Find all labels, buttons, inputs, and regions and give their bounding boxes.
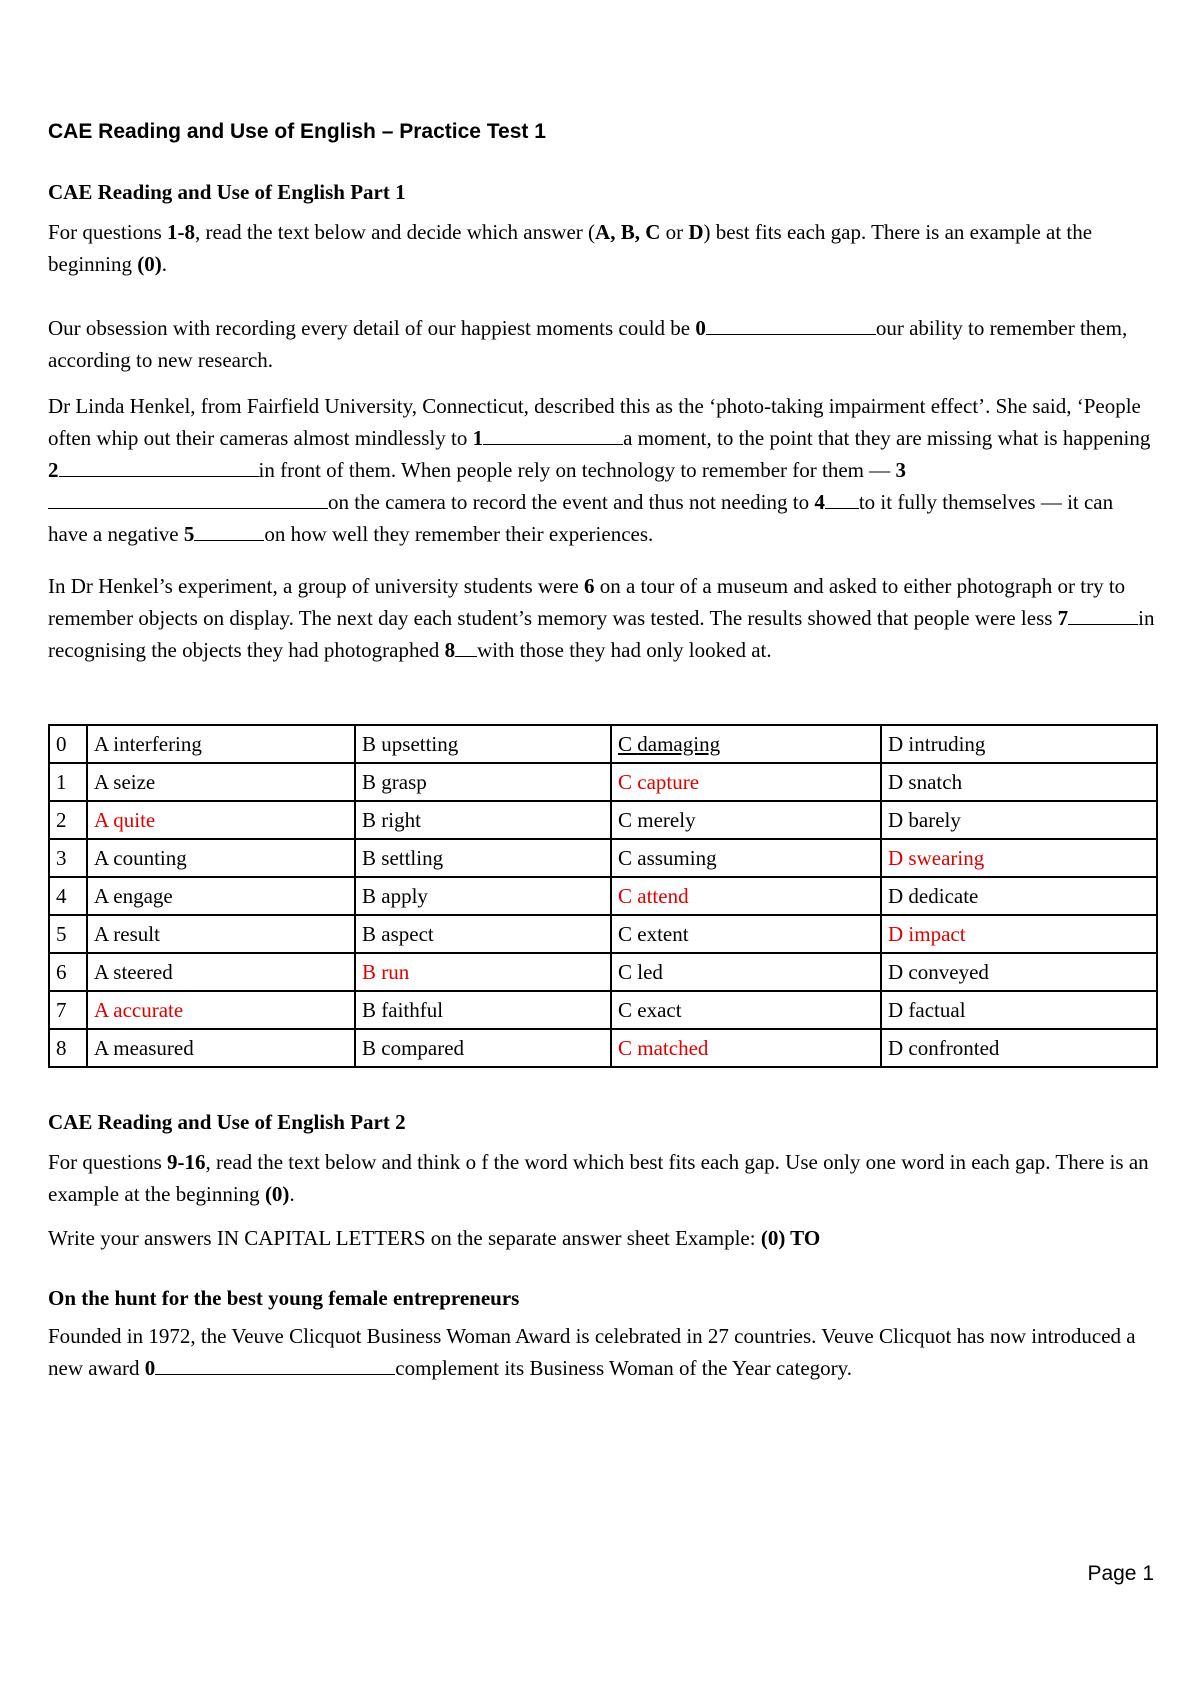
option-word: compared (381, 1035, 465, 1060)
option-c (611, 839, 881, 877)
option-letter: B (362, 959, 377, 984)
part1-paragraph-2: Dr Linda Henkel, from Fairfield University, Connecticut, described this as the ‘photo-taking impairment effect’. She said, ‘People often whip out their cameras almost mindlessly to 1 a moment, to the point that they are missing what is happening 2 in front of them. When people rely on technology to remember for them — 3on the camera to record the event and thus not needing to 4 to it fully themselves — it can have a negative 5 on how well they remember their experiences. (48, 394, 1151, 546)
document-title: CAE Reading and Use of English – Practice Test 1 (48, 120, 546, 143)
option-word: barely (908, 807, 961, 832)
option-letter: D (888, 845, 904, 870)
option-letter: D (888, 997, 904, 1022)
option-row-4 (49, 877, 1157, 915)
question-number: 4 (49, 877, 87, 915)
option-a (87, 763, 355, 801)
option-c (611, 801, 881, 839)
option-word: counting (113, 845, 187, 870)
option-letter: B (362, 997, 377, 1022)
question-number: 0 (49, 725, 87, 763)
option-letter: A (94, 807, 109, 832)
option-letter: C (618, 883, 633, 908)
option-row-0 (49, 725, 1157, 763)
part1-instructions: For questions 1-8, read the text below and decide which answer (A, B, C or D) best fits each gap. There is an example at the beginning (0). (48, 220, 1093, 276)
option-word: assuming (637, 845, 717, 870)
option-word: impact (908, 921, 966, 946)
option-d (881, 801, 1157, 839)
option-letter: A (94, 845, 109, 870)
gap-0-part2: 0 (144, 1356, 156, 1380)
gap-7: 7 (1057, 606, 1069, 630)
part2-heading: CAE Reading and Use of English Part 2 (48, 1110, 406, 1134)
option-letter: B (362, 1035, 377, 1060)
gap-2: 2 (48, 458, 59, 482)
option-b (355, 801, 611, 839)
option-word: interfering (113, 731, 202, 756)
option-letter: D (888, 959, 904, 984)
part2-answer-instructions: Write your answers IN CAPITAL LETTERS on the separate answer sheet Example: (0) TO (48, 1226, 821, 1250)
option-word: right (381, 807, 421, 832)
option-word: faithful (381, 997, 444, 1022)
option-b (355, 1029, 611, 1067)
option-word: extent (637, 921, 689, 946)
option-word: damaging (637, 731, 721, 756)
option-letter: A (94, 1035, 109, 1060)
option-b (355, 839, 611, 877)
option-letter: B (362, 883, 377, 908)
option-letter: A (94, 731, 109, 756)
option-c (611, 763, 881, 801)
option-b (355, 763, 611, 801)
option-a (87, 1029, 355, 1067)
option-row-7 (49, 991, 1157, 1029)
question-number: 2 (49, 801, 87, 839)
part2-paragraph-1: Founded in 1972, the Veuve Clicquot Business Woman Award is celebrated in 27 countries. Veuve Clicquot has now introduced a new award 0 complement its Business Woman of the Year category. (48, 1324, 1136, 1380)
option-d (881, 763, 1157, 801)
question-number: 6 (49, 953, 87, 991)
option-d (881, 877, 1157, 915)
page-number: Page 1 (1087, 1562, 1154, 1585)
gap-8: 8 (444, 638, 456, 662)
option-word: exact (637, 997, 682, 1022)
question-number: 8 (49, 1029, 87, 1067)
question-number: 7 (49, 991, 87, 1029)
option-word: run (381, 959, 410, 984)
option-letter: C (618, 845, 633, 870)
option-letter: B (362, 845, 377, 870)
option-word: merely (637, 807, 696, 832)
option-c (611, 877, 881, 915)
option-letter: C (618, 959, 633, 984)
option-word: aspect (381, 921, 434, 946)
option-word: steered (113, 959, 173, 984)
question-number: 5 (49, 915, 87, 953)
option-c (611, 1029, 881, 1067)
option-d (881, 1029, 1157, 1067)
option-word: quite (113, 807, 156, 832)
option-letter: A (94, 959, 109, 984)
option-d (881, 839, 1157, 877)
option-word: seize (113, 769, 156, 794)
option-word: attend (637, 883, 689, 908)
option-letter: A (94, 769, 109, 794)
option-row-6 (49, 953, 1157, 991)
option-d (881, 725, 1157, 763)
option-word: result (113, 921, 160, 946)
option-a (87, 953, 355, 991)
option-c (611, 991, 881, 1029)
options-table (48, 724, 1158, 1068)
option-word: matched (637, 1035, 709, 1060)
option-b (355, 991, 611, 1029)
option-a (87, 915, 355, 953)
option-letter: A (94, 997, 109, 1022)
option-a (87, 725, 355, 763)
option-row-2 (49, 801, 1157, 839)
option-letter: D (888, 883, 904, 908)
option-row-3 (49, 839, 1157, 877)
option-row-5 (49, 915, 1157, 953)
part1-paragraph-1: Our obsession with recording every detail of our happiest moments could be 0 our ability to remember them, according to new research. (48, 316, 1128, 372)
option-d (881, 991, 1157, 1029)
gap-6: 6 (583, 574, 595, 598)
part1-paragraph-3: In Dr Henkel’s experiment, a group of university students were 6 on a tour of a museum and asked to either photograph or try to remember objects on display. The next day each student’s memory was tested. The results showed that people were less 7 in recognising the objects they had photographed 8 with those they had only looked at. (48, 574, 1155, 662)
option-word: snatch (908, 769, 963, 794)
option-word: accurate (113, 997, 184, 1022)
option-letter: B (362, 769, 377, 794)
gap-5: 5 (183, 522, 195, 546)
option-word: led (637, 959, 663, 984)
option-word: conveyed (908, 959, 989, 984)
option-letter: D (888, 921, 904, 946)
option-letter: B (362, 921, 377, 946)
option-b (355, 915, 611, 953)
option-word: engage (113, 883, 173, 908)
option-letter: C (618, 807, 633, 832)
option-word: settling (381, 845, 444, 870)
question-number: 1 (49, 763, 87, 801)
option-letter: D (888, 1035, 904, 1060)
option-letter: B (362, 731, 377, 756)
option-row-1 (49, 763, 1157, 801)
option-letter: C (618, 1035, 633, 1060)
gap-3: 3 (895, 458, 907, 482)
option-word: swearing (908, 845, 985, 870)
option-c (611, 915, 881, 953)
option-letter: B (362, 807, 377, 832)
option-a (87, 801, 355, 839)
option-d (881, 953, 1157, 991)
option-a (87, 991, 355, 1029)
gap-1: 1 (472, 426, 484, 450)
option-letter: C (618, 731, 633, 756)
option-word: upsetting (381, 731, 459, 756)
option-word: capture (637, 769, 700, 794)
option-b (355, 725, 611, 763)
option-word: dedicate (908, 883, 979, 908)
option-b (355, 877, 611, 915)
option-letter: A (94, 883, 109, 908)
option-letter: D (888, 807, 904, 832)
option-letter: D (888, 731, 904, 756)
option-letter: C (618, 997, 633, 1022)
option-word: apply (381, 883, 428, 908)
option-letter: C (618, 921, 633, 946)
option-a (87, 877, 355, 915)
part2-instructions: For questions 9-16, read the text below and think o f the word which best fits each gap. Use only one word in each gap. There is an example at the beginning (0). (48, 1150, 1149, 1206)
option-letter: C (618, 769, 633, 794)
question-number: 3 (49, 839, 87, 877)
option-a (87, 839, 355, 877)
option-word: measured (113, 1035, 194, 1060)
option-word: confronted (908, 1035, 1000, 1060)
option-c (611, 725, 881, 763)
option-word: grasp (381, 769, 427, 794)
part2-text-title: On the hunt for the best young female entrepreneurs (48, 1286, 520, 1310)
option-c (611, 953, 881, 991)
gap-4: 4 (814, 490, 825, 514)
option-letter: A (94, 921, 109, 946)
option-letter: D (888, 769, 904, 794)
option-d (881, 915, 1157, 953)
gap-0: 0 (695, 316, 706, 340)
option-b (355, 953, 611, 991)
option-word: intruding (908, 731, 986, 756)
option-row-8 (49, 1029, 1157, 1067)
part1-heading: CAE Reading and Use of English Part 1 (48, 180, 406, 204)
option-word: factual (908, 997, 966, 1022)
